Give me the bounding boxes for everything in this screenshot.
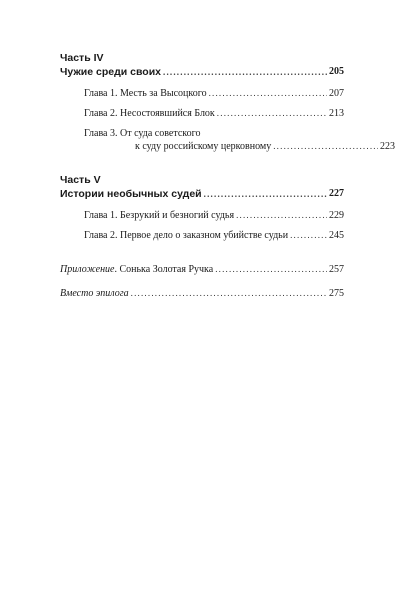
part-title: Истории необычных судей: [60, 188, 202, 200]
page-number: 229: [329, 210, 344, 221]
toc-chapter[interactable]: [84, 229, 344, 242]
toc-epilogue[interactable]: [60, 287, 344, 300]
appendix-prefix: Приложение: [60, 264, 115, 275]
part-label: Часть IV: [60, 52, 104, 64]
page-number: 275: [329, 288, 344, 299]
chapter-title-continued: к суду российскому церковному: [135, 141, 272, 152]
page-number: 207: [329, 88, 344, 99]
toc-back-matter: [60, 263, 344, 300]
toc-chapter[interactable]: [84, 127, 395, 153]
leader-dots: [217, 107, 327, 120]
epilogue-title: Вместо эпилога: [60, 288, 129, 299]
chapter-title: Глава 2. Первое дело о заказном убийстве судьи: [84, 230, 289, 241]
toc-chapter[interactable]: [84, 107, 344, 120]
part-label: Часть V: [60, 174, 101, 186]
toc-part-4: [60, 52, 395, 153]
leader-dots: [273, 140, 378, 153]
leader-dots: [290, 229, 327, 242]
chapter-title: Глава 1. Месть за Высоцкого: [84, 88, 207, 99]
chapter-list: [60, 209, 344, 242]
part-title-row[interactable]: [60, 65, 344, 79]
chapter-title: Глава 2. Несостоявшийся Блок: [84, 108, 215, 119]
leader-dots: [204, 187, 327, 201]
page-number: 213: [329, 108, 344, 119]
chapter-list: [60, 87, 395, 153]
page-number: 205: [329, 66, 344, 77]
leader-dots: [236, 209, 327, 222]
leader-dots: [209, 87, 327, 100]
table-of-contents: [60, 52, 395, 311]
leader-dots: [131, 287, 327, 300]
page-number: 227: [329, 188, 344, 199]
leader-dots: [163, 65, 327, 79]
page-number: 223: [380, 141, 395, 152]
leader-dots: [215, 263, 327, 276]
toc-part-5: [60, 174, 344, 242]
chapter-title: Глава 3. От суда советского: [84, 128, 201, 139]
page-number: 257: [329, 264, 344, 275]
page-number: 245: [329, 230, 344, 241]
part-title: Чужие среди своих: [60, 66, 161, 78]
toc-chapter[interactable]: [84, 209, 344, 222]
part-title-row[interactable]: [60, 187, 344, 201]
appendix-title: . Сонька Золотая Ручка: [114, 264, 214, 275]
chapter-title: Глава 1. Безрукий и безногий судья: [84, 210, 235, 221]
toc-appendix[interactable]: [60, 263, 344, 276]
toc-chapter[interactable]: [84, 87, 344, 100]
